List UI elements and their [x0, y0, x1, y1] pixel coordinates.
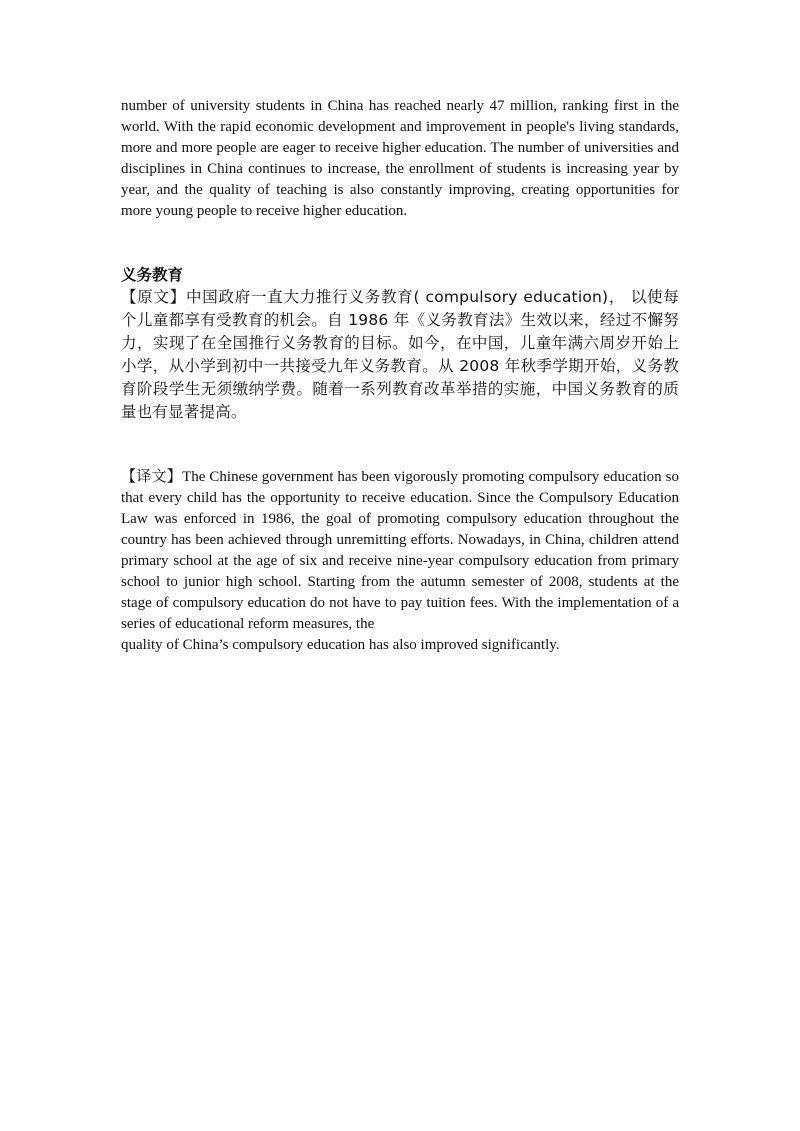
- spacer: [121, 222, 679, 265]
- section-heading: 义务教育: [121, 266, 184, 284]
- original-paragraph: [121, 286, 679, 424]
- translation-last-line: quality of China’s compulsory education has also improved significantly.: [121, 637, 560, 653]
- translation-text: The Chinese government has been vigorously promoting compulsory education so that every child has the opportunity to receive education. Since the Compulsory Education Law was enforced in 1986, the goal of promoting compulsory education throughout the country has been achieved through unremitting efforts. Nowadays, in China, children attend primary school at the age of six and receive nine-year compulsory education from primary school to junior high school. Starting from the autumn semester of 2008, students at the stage of compulsory education do not have to pay tuition fees. With the implementation of a series of educational reform measures, the: [121, 469, 679, 632]
- translation-paragraph: [121, 466, 679, 635]
- document-page: [121, 96, 679, 656]
- translation-label: 【译文】: [121, 467, 183, 485]
- intro-paragraph: number of university students in China has reached nearly 47 million, ranking first in the world. With the rapid economic development and improvement in people's living standards, more and more people are eager to receive higher education. The number of universities and disciplines in China continues to increase, the enrollment of students is increasing year by year, and the quality of teaching is also constantly improving, creating opportunities for more young people to receive higher education.: [121, 98, 679, 219]
- original-label: 【原文】: [121, 288, 187, 306]
- spacer: [121, 424, 679, 466]
- original-text: 中国政府一直大力推行义务教育( compulsory education)， 以使每个儿童都享有受教育的机会。自 1986 年《义务教育法》生效以来，经过不懈努力，实现了在全国推行义务教育的目标。如今，在中国，儿童年满六周岁开始上小学，从小学到初中一共接受九年义务教育。从 2008 年秋季学期开始，义务教育阶段学生无须缴纳学费。随着一系列教育改革举措的实施，中国义务教育的质量也有显著提高。: [121, 288, 679, 421]
